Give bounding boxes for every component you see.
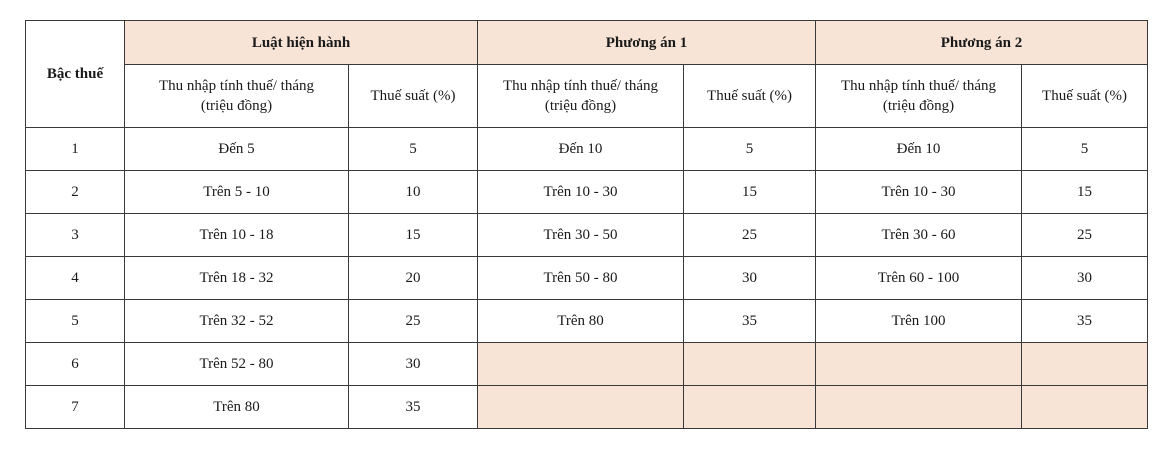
income-cell: Trên 30 - 50 — [478, 214, 684, 257]
rate-cell: 20 — [349, 257, 478, 300]
rate-cell: 25 — [1022, 214, 1148, 257]
rate-cell: 30 — [349, 343, 478, 386]
table-row — [26, 343, 1148, 386]
income-cell: Trên 80 — [478, 300, 684, 343]
level-cell: 6 — [26, 343, 125, 386]
level-column-header: Bậc thuế — [26, 21, 125, 128]
rate-cell: 5 — [349, 128, 478, 171]
empty-cell — [816, 386, 1022, 429]
rate-column-header: Thuế suất (%) — [684, 65, 816, 128]
income-cell: Trên 100 — [816, 300, 1022, 343]
income-cell: Trên 60 - 100 — [816, 257, 1022, 300]
level-cell: 2 — [26, 171, 125, 214]
income-cell: Trên 10 - 18 — [125, 214, 349, 257]
rate-cell: 5 — [684, 128, 816, 171]
income-cell: Đến 10 — [478, 128, 684, 171]
rate-cell: 15 — [1022, 171, 1148, 214]
group-header-row — [26, 21, 1148, 65]
rate-cell: 10 — [349, 171, 478, 214]
income-cell: Đến 10 — [816, 128, 1022, 171]
level-cell: 1 — [26, 128, 125, 171]
income-cell: Trên 5 - 10 — [125, 171, 349, 214]
group-header-current-law: Luật hiện hành — [125, 21, 478, 65]
table-row — [26, 386, 1148, 429]
sub-header-row — [26, 65, 1148, 128]
rate-cell: 35 — [684, 300, 816, 343]
group-header-option-2: Phương án 2 — [816, 21, 1148, 65]
income-cell: Trên 32 - 52 — [125, 300, 349, 343]
empty-cell — [478, 343, 684, 386]
rate-cell: 15 — [349, 214, 478, 257]
income-cell: Trên 80 — [125, 386, 349, 429]
table-row — [26, 257, 1148, 300]
income-cell: Trên 52 - 80 — [125, 343, 349, 386]
level-cell: 7 — [26, 386, 125, 429]
table-row — [26, 171, 1148, 214]
income-cell: Trên 10 - 30 — [478, 171, 684, 214]
table-row — [26, 300, 1148, 343]
empty-cell — [1022, 386, 1148, 429]
rate-cell: 25 — [684, 214, 816, 257]
table-body — [26, 128, 1148, 429]
group-header-option-1: Phương án 1 — [478, 21, 816, 65]
tax-bracket-table — [25, 20, 1148, 429]
empty-cell — [684, 343, 816, 386]
income-column-header: Thu nhập tính thuế/ tháng (triệu đồng) — [125, 65, 349, 128]
empty-cell — [816, 343, 1022, 386]
empty-cell — [478, 386, 684, 429]
rate-cell: 35 — [1022, 300, 1148, 343]
rate-cell: 15 — [684, 171, 816, 214]
income-column-header: Thu nhập tính thuế/ tháng (triệu đồng) — [478, 65, 684, 128]
rate-cell: 5 — [1022, 128, 1148, 171]
level-cell: 4 — [26, 257, 125, 300]
rate-column-header: Thuế suất (%) — [1022, 65, 1148, 128]
rate-cell: 35 — [349, 386, 478, 429]
income-column-header: Thu nhập tính thuế/ tháng (triệu đồng) — [816, 65, 1022, 128]
rate-cell: 25 — [349, 300, 478, 343]
table-row — [26, 214, 1148, 257]
income-cell: Đến 5 — [125, 128, 349, 171]
income-cell: Trên 18 - 32 — [125, 257, 349, 300]
income-cell: Trên 50 - 80 — [478, 257, 684, 300]
level-cell: 5 — [26, 300, 125, 343]
rate-column-header: Thuế suất (%) — [349, 65, 478, 128]
income-cell: Trên 10 - 30 — [816, 171, 1022, 214]
table-row — [26, 128, 1148, 171]
rate-cell: 30 — [1022, 257, 1148, 300]
income-cell: Trên 30 - 60 — [816, 214, 1022, 257]
empty-cell — [684, 386, 816, 429]
level-cell: 3 — [26, 214, 125, 257]
rate-cell: 30 — [684, 257, 816, 300]
empty-cell — [1022, 343, 1148, 386]
